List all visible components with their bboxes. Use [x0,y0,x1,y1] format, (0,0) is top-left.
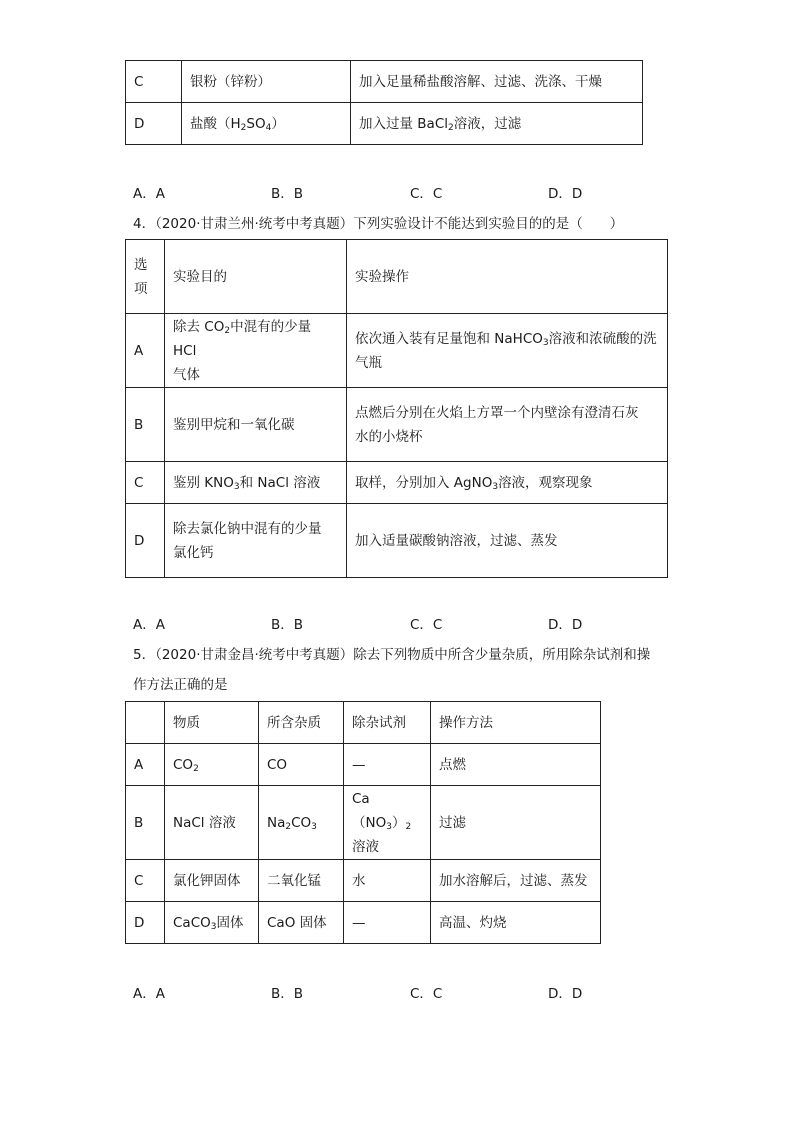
option-a[interactable]: A．A [133,186,165,202]
table-row [126,103,643,145]
impurity-header: 所含杂质 [259,702,344,744]
option-c[interactable]: C．C [410,186,443,202]
table-row [126,902,601,944]
option-c[interactable]: C．C [410,617,443,633]
option-cell: C [126,462,165,504]
question-4-title: 4．（2020·甘肃兰州·统考中考真题）下列实验设计不能达到实验目的的是（ ） [133,216,624,232]
operation-cell: 依次通入装有足量饱和 NaHCO$_3$溶液和浓硫酸的洗 气瓶 [347,314,668,388]
operation-cell: 取样，分别加入 AgNO$_3$溶液，观察现象 [347,462,668,504]
answer-options [133,182,653,202]
reagent-header: 除杂试剂 [344,702,431,744]
table-row [126,786,601,860]
option-cell: D [126,103,182,145]
reagent-cell: — [344,744,431,786]
answer-options [133,982,653,1002]
purpose-cell: 鉴别 $KNO_3$和 NaCl 溶液 [165,462,347,504]
table-row [126,860,601,902]
table-row [126,388,668,462]
table-header-row [126,702,601,744]
table-q5 [125,701,601,944]
option-b[interactable]: B．B [271,617,304,633]
substance-cell: 氯化钾固体 [165,860,259,902]
question-5-title-cont: 作方法正确的是 [133,677,228,693]
method-header: 操作方法 [431,702,601,744]
table-row [126,61,643,103]
answer-options [133,613,653,633]
impurity-cell: CO [259,744,344,786]
purpose-cell: 鉴别甲烷和一氧化碳 [165,388,347,462]
option-header [126,702,165,744]
option-cell: A [126,314,165,388]
impurity-cell: $Na_2CO_3$ [259,786,344,860]
substance-cell: $CO_2$ [165,744,259,786]
purpose-cell: 除去 $CO_2$中混有的少量 HCl 气体 [165,314,347,388]
option-a[interactable]: A．A [133,617,165,633]
substance-header: 物质 [165,702,259,744]
method-cell: 高温、灼烧 [431,902,601,944]
table-q4 [125,239,668,578]
option-header: 选 项 [126,240,165,314]
method-cell: 过滤 [431,786,601,860]
option-b[interactable]: B．B [271,986,304,1002]
substance-cell: NaCl 溶液 [165,786,259,860]
table-header-row [126,240,668,314]
table-top [125,60,643,145]
option-d[interactable]: D．D [548,186,583,202]
table-row [126,744,601,786]
operation-header: 实验操作 [347,240,668,314]
impurity-cell: CaO 固体 [259,902,344,944]
option-cell: D [126,902,165,944]
method-cell: 加入过量 BaCl$_2$溶液，过滤 [351,103,643,145]
option-d[interactable]: D．D [548,617,583,633]
option-cell: C [126,61,182,103]
option-c[interactable]: C．C [410,986,443,1002]
option-cell: C [126,860,165,902]
reagent-cell: — [344,902,431,944]
substance-cell: CaCO$_3$固体 [165,902,259,944]
table-row [126,314,668,388]
table-row [126,504,668,578]
option-a[interactable]: A．A [133,986,165,1002]
purpose-cell: 除去氯化钠中混有的少量 氯化钙 [165,504,347,578]
operation-cell: 点燃后分别在火焰上方罩一个内壁涂有澄清石灰 水的小烧杯 [347,388,668,462]
method-cell: 点燃 [431,744,601,786]
option-cell: D [126,504,165,578]
substance-cell: 银粉（锌粉） [182,61,351,103]
reagent-cell: 水 [344,860,431,902]
impurity-cell: 二氧化锰 [259,860,344,902]
option-d[interactable]: D．D [548,986,583,1002]
table-row [126,462,668,504]
method-cell: 加入足量稀盐酸溶解、过滤、洗涤、干燥 [351,61,643,103]
substance-cell: 盐酸$(H_2SO_4)$ [182,103,351,145]
option-cell: B [126,388,165,462]
option-b[interactable]: B．B [271,186,304,202]
option-cell: A [126,744,165,786]
question-5-title: 5．（2020·甘肃金昌·统考中考真题）除去下列物质中所含少量杂质，所用除杂试剂和操 [133,647,651,663]
reagent-cell: $Ca(NO_3)_2$ 溶液 [344,786,431,860]
operation-cell: 加入适量碳酸钠溶液，过滤、蒸发 [347,504,668,578]
option-cell: B [126,786,165,860]
method-cell: 加水溶解后，过滤、蒸发 [431,860,601,902]
purpose-header: 实验目的 [165,240,347,314]
